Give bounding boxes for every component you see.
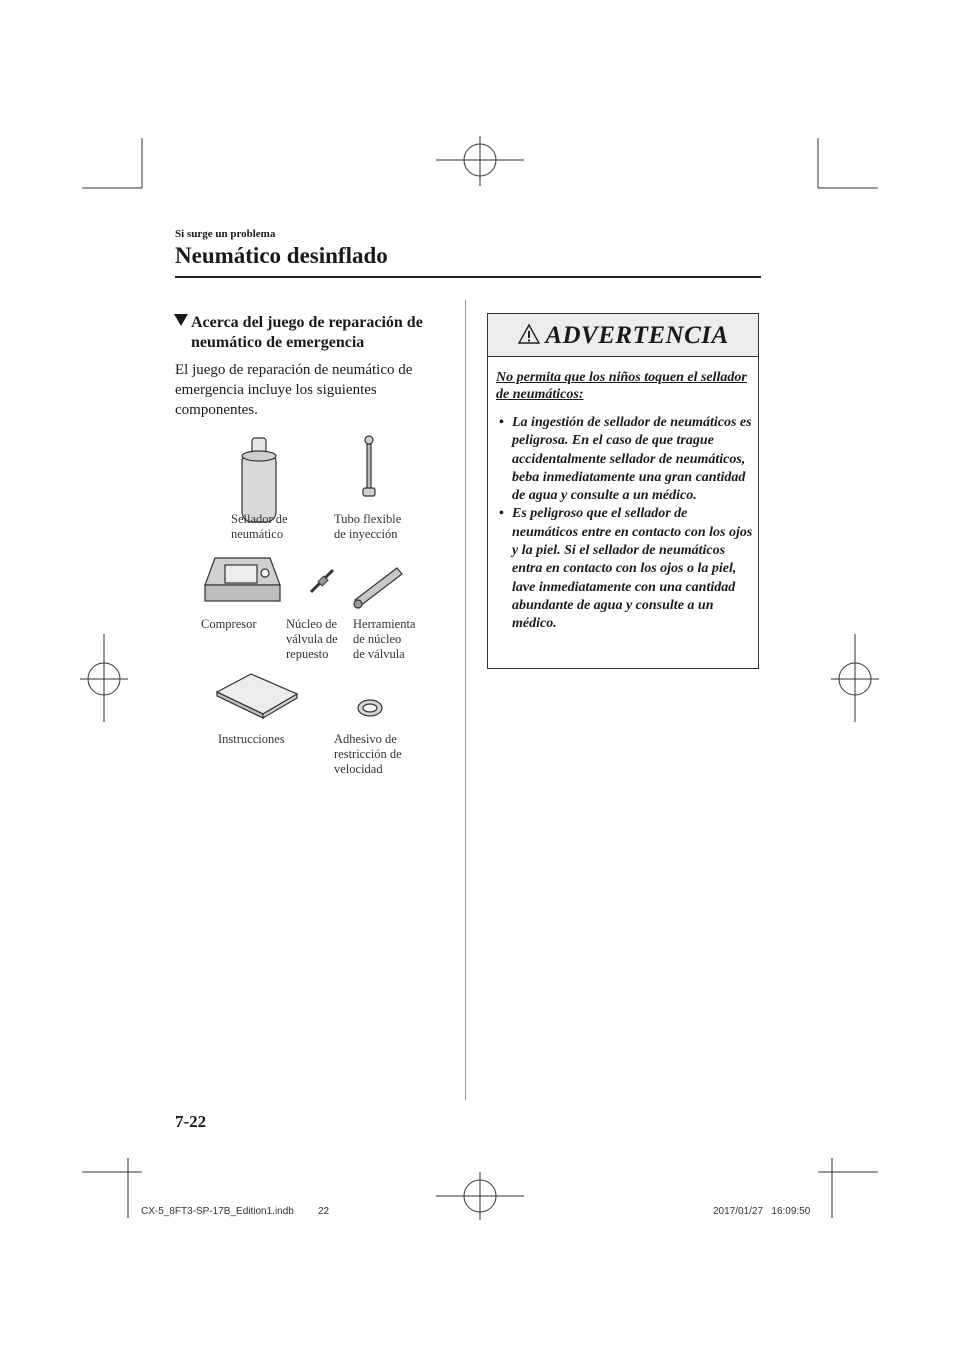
components-illustration	[195, 430, 435, 730]
triangle-bullet-icon	[174, 314, 188, 326]
section-label: Si surge un problema	[175, 228, 276, 240]
warning-item: • Es peligroso que el sellador de neumáticos entre en contacto con los ojos y la piel. Si el sellador de neumáticos entra en contacto con los ojos o la piel, lave inmediatamente con una cantidad abundante de agua y consulte a un médico.	[499, 506, 753, 632]
footer-filename: CX-5_8FT3-SP-17B_Edition1.indb	[141, 1206, 294, 1217]
instructions-booklet-icon	[217, 674, 297, 718]
column-divider	[465, 300, 466, 1100]
warning-box	[487, 313, 759, 669]
crosshair-bottom	[436, 1172, 524, 1220]
compressor-icon	[205, 558, 280, 601]
warning-header	[488, 314, 758, 357]
crosshair-left	[80, 634, 128, 722]
crosshair-right	[831, 634, 879, 722]
injection-hose-icon	[363, 436, 375, 496]
warning-triangle-icon	[517, 323, 541, 345]
page-title: Neumático desinflado	[175, 243, 388, 268]
footer-page: 22	[318, 1206, 330, 1217]
warning-list	[496, 414, 754, 634]
warning-lead: No permita que los niños toquen el sellador de neumáticos:	[496, 370, 747, 402]
label-valve-tool: Herramienta de núcleo de válvula	[353, 617, 416, 661]
valve-core-tool-icon	[354, 568, 402, 608]
subsection-heading: Acerca del juego de reparación de neumático de emergencia	[174, 313, 454, 353]
footer-timestamp: 2017/01/27 16:09:50	[713, 1206, 811, 1217]
label-valve-core: Núcleo de válvula de repuesto	[286, 617, 338, 661]
warning-item: • La ingestión de sellador de neumáticos es peligrosa. En el caso de que trague accidentalmente sellador de neumáticos, beba inmediatamente una gran cantidad de agua y consulte a un médico.	[499, 415, 752, 504]
speed-sticker-icon	[358, 700, 382, 716]
label-hose: Tubo flexible de inyección	[334, 512, 402, 541]
page-number: 7-22	[175, 1112, 207, 1131]
label-sealant: Sellador de neumático	[231, 512, 288, 541]
warning-title: ADVERTENCIA	[545, 322, 729, 349]
title-divider	[175, 276, 761, 278]
label-instructions: Instrucciones	[218, 732, 285, 746]
crosshair-top	[436, 136, 524, 186]
sealant-bottle-icon	[242, 438, 276, 522]
valve-core-icon	[311, 570, 333, 592]
label-speed-sticker: Adhesivo de restricción de velocidad	[334, 732, 402, 776]
intro-paragraph: El juego de reparación de neumático de emergencia incluye los siguientes componentes.	[175, 362, 413, 418]
label-compressor: Compresor	[201, 617, 257, 631]
